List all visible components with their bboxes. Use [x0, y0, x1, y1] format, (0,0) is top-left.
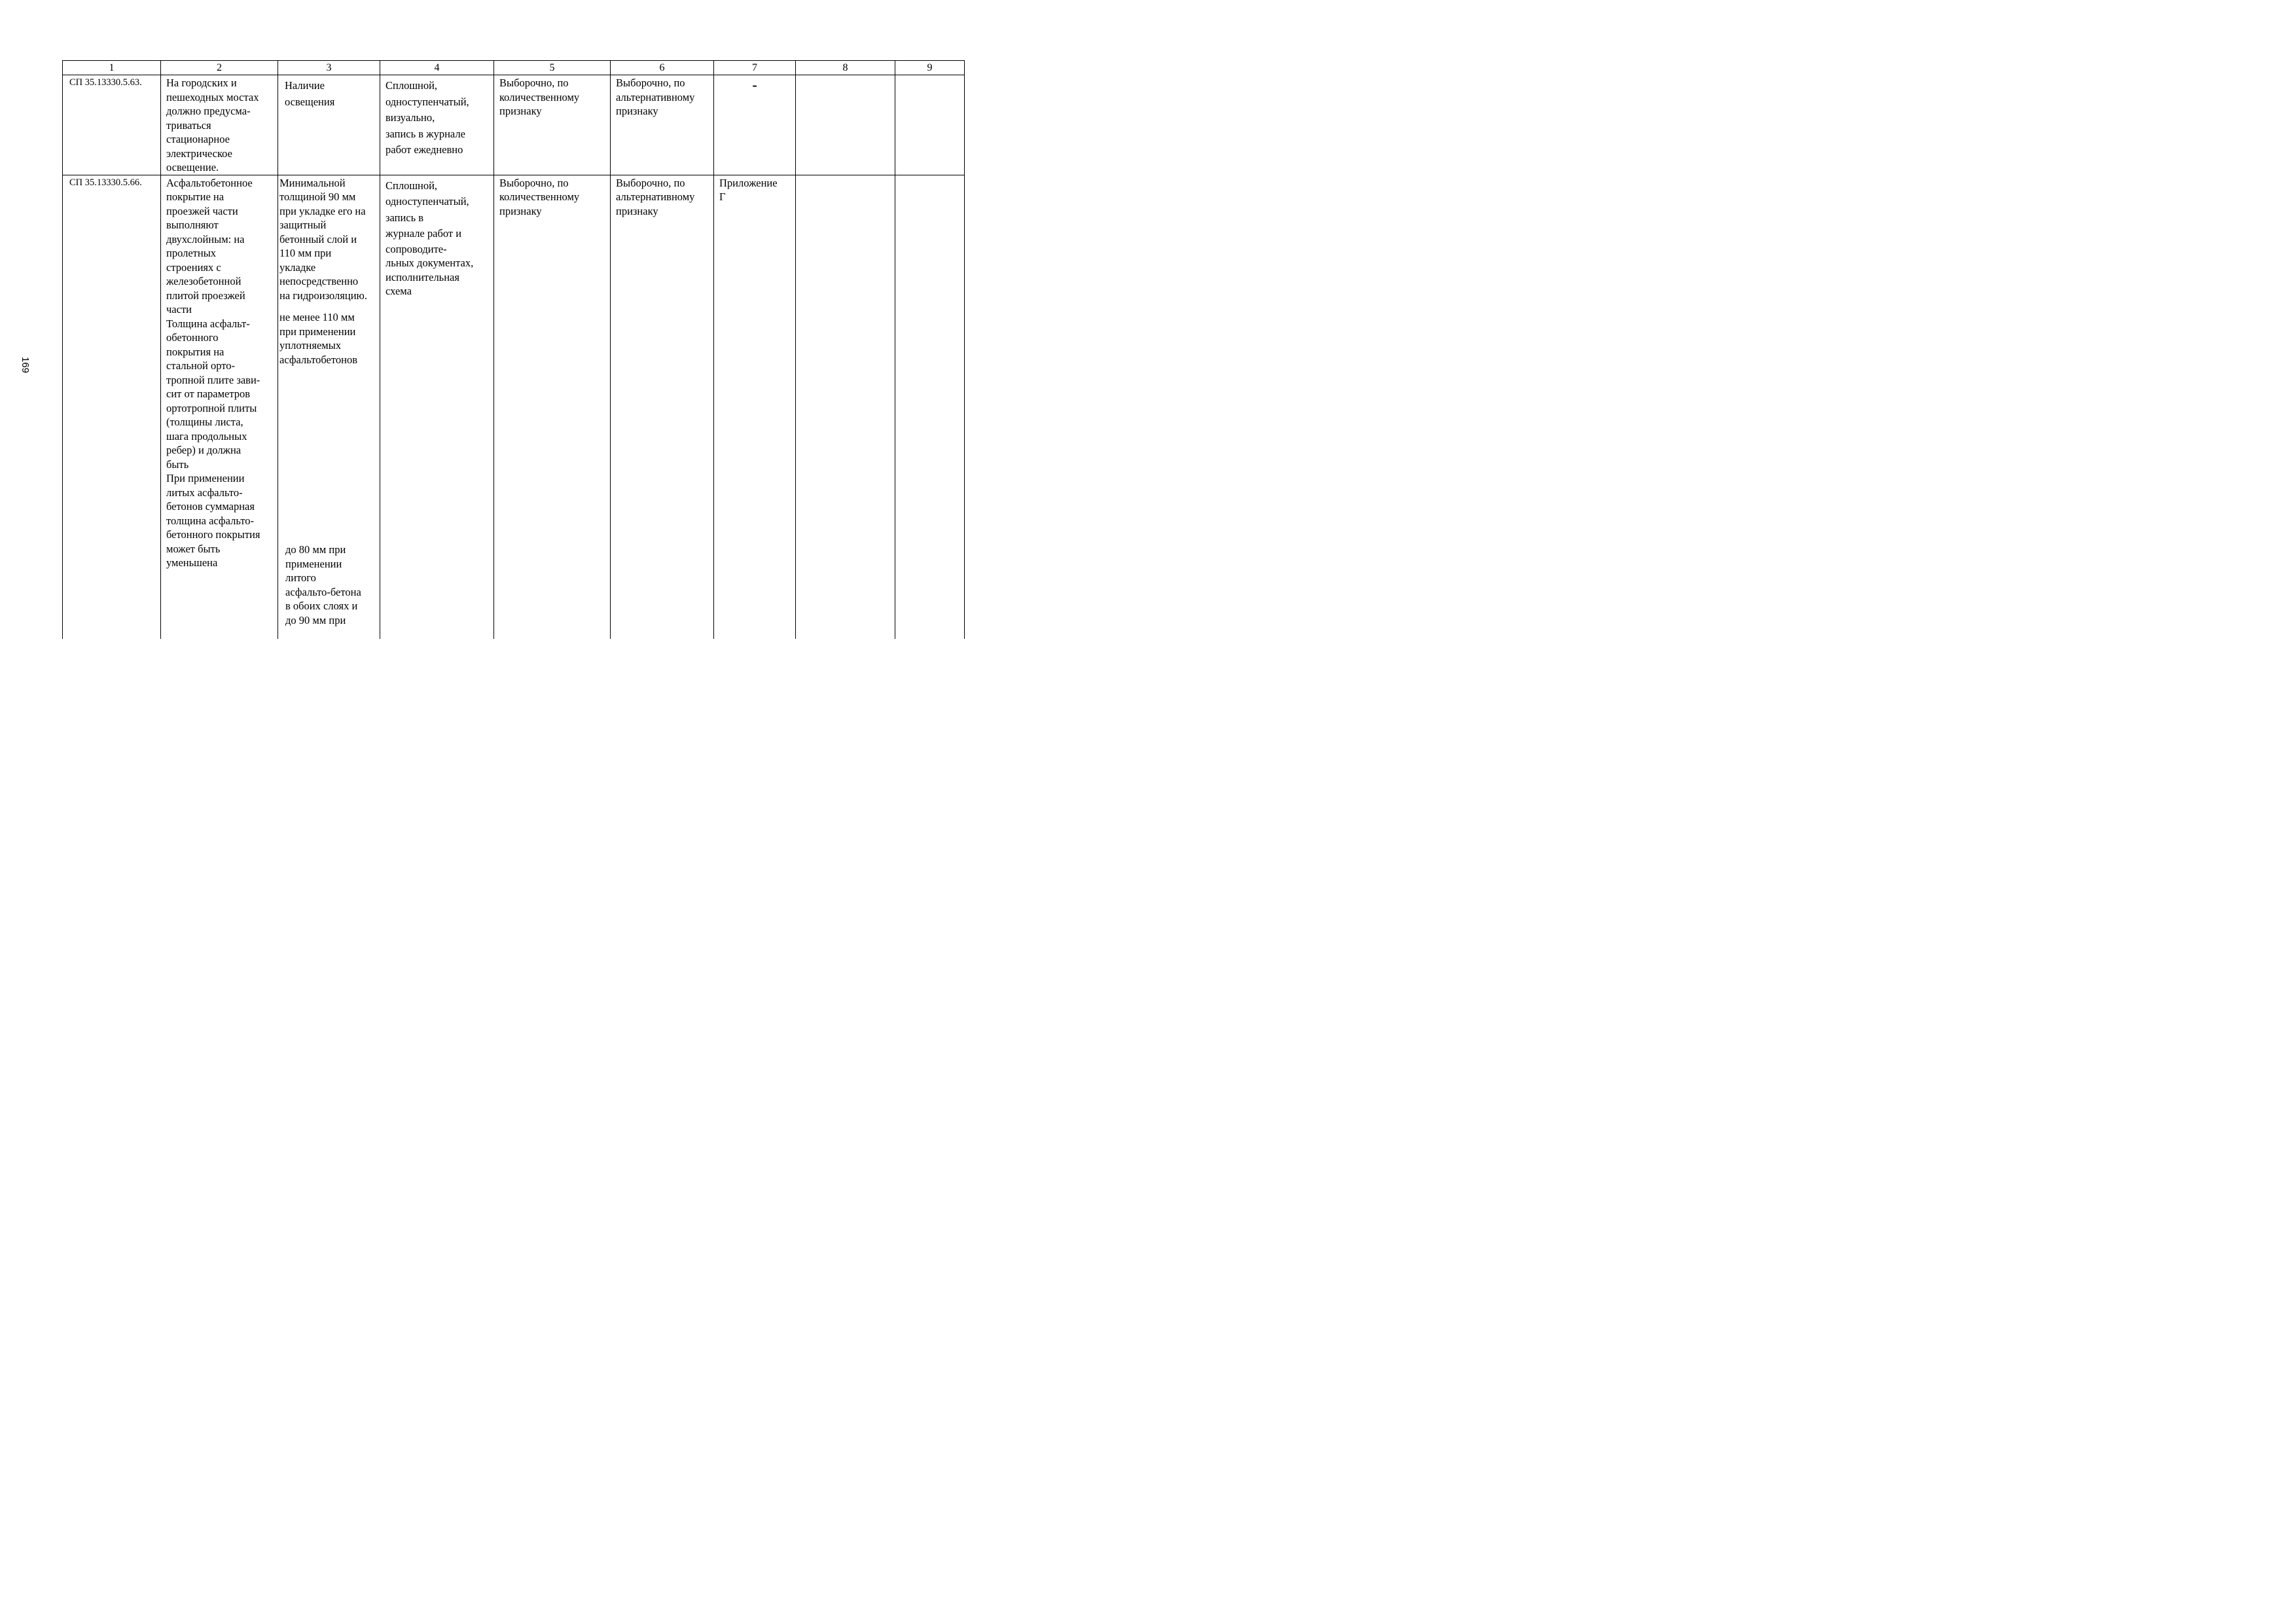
col5-cell [494, 175, 611, 639]
table-row [63, 175, 965, 639]
header-cell: 3 [278, 61, 380, 75]
requirement-text: На городских и пешеходных мостах должно предусма- триваться стационарное электрическое освещение. [166, 77, 259, 173]
requirement-text: Асфальтобетонное покрытие на проезжей части выполняют двухслойным: на пролетных строениях с железобетонной плитой проезжей части Толщина асфальт- обетонного покрытия на стальной орто- тропной плите зави- сит от параметров ортотропной плиты (толщины листа, шага продольных ребер) и должна быть При применении литых асфальто- бетонов суммарная толщина асфальто- бетонного покрытия может быть уменьшена [166, 176, 260, 569]
code-cell [63, 75, 161, 175]
parameter-text-cast-asphalt: до 80 мм при применении литого асфальто-бетона в обоих слоях и до 90 мм при [285, 543, 361, 626]
col9-text [895, 175, 964, 176]
header-row [63, 61, 965, 75]
col6-text: Выборочно, по альтернативному признаку [616, 77, 695, 117]
col7-text: Приложение Г [719, 176, 778, 203]
header-cell: 5 [494, 61, 611, 75]
col8-cell [796, 75, 895, 175]
col5-cell [494, 75, 611, 175]
col6-cell [611, 75, 714, 175]
table-row [63, 75, 965, 175]
col5-text: Выборочно, по количественному признаку [499, 176, 580, 217]
col7-cell [714, 75, 796, 175]
header-cell: 1 [63, 61, 161, 75]
norm-code: СП 35.13330.5.66. [69, 177, 142, 188]
col7-cell [714, 175, 796, 639]
norm-code: СП 35.13330.5.63. [69, 77, 142, 88]
parameter-cell [278, 175, 380, 639]
requirement-cell [161, 75, 278, 175]
header-cell: 8 [796, 61, 895, 75]
col6-cell [611, 175, 714, 639]
control-cell [380, 75, 494, 175]
col8-cell [796, 175, 895, 639]
col8-text [796, 75, 895, 76]
page-number: 169 [20, 357, 31, 374]
requirements-table [62, 60, 965, 639]
col8-text [796, 175, 895, 176]
control-text-docs: сопроводите- льных документах, исполнительная схема [386, 242, 474, 297]
control-text: Сплошной, одноступенчатый, визуально, запись в журнале работ ежедневно [386, 79, 469, 156]
control-cell [380, 175, 494, 639]
header-cell: 6 [611, 61, 714, 75]
header-cell: 4 [380, 61, 494, 75]
requirement-cell [161, 175, 278, 639]
col9-text [895, 75, 964, 76]
parameter-text-orthotropic: не менее 110 мм при применении уплотняемых асфальтобетонов [279, 311, 357, 366]
header-cell: 7 [714, 61, 796, 75]
col9-cell [895, 75, 965, 175]
col7-text: - [752, 77, 757, 93]
header-cell: 9 [895, 61, 965, 75]
parameter-cell [278, 75, 380, 175]
header-cell: 2 [161, 61, 278, 75]
col9-cell [895, 175, 965, 639]
col6-text: Выборочно, по альтернативному признаку [616, 176, 695, 217]
code-cell [63, 175, 161, 639]
col5-text: Выборочно, по количественному признаку [499, 77, 580, 117]
parameter-text-min-thickness: Минимальной толщиной 90 мм при укладке его на защитный бетонный слой и 110 мм при укладке непосредственно на гидроизоляцию. [279, 176, 367, 302]
parameter-text: Наличие освещения [285, 79, 335, 108]
control-text: Сплошной, одноступенчатый, запись в журнале работ и [386, 179, 469, 240]
